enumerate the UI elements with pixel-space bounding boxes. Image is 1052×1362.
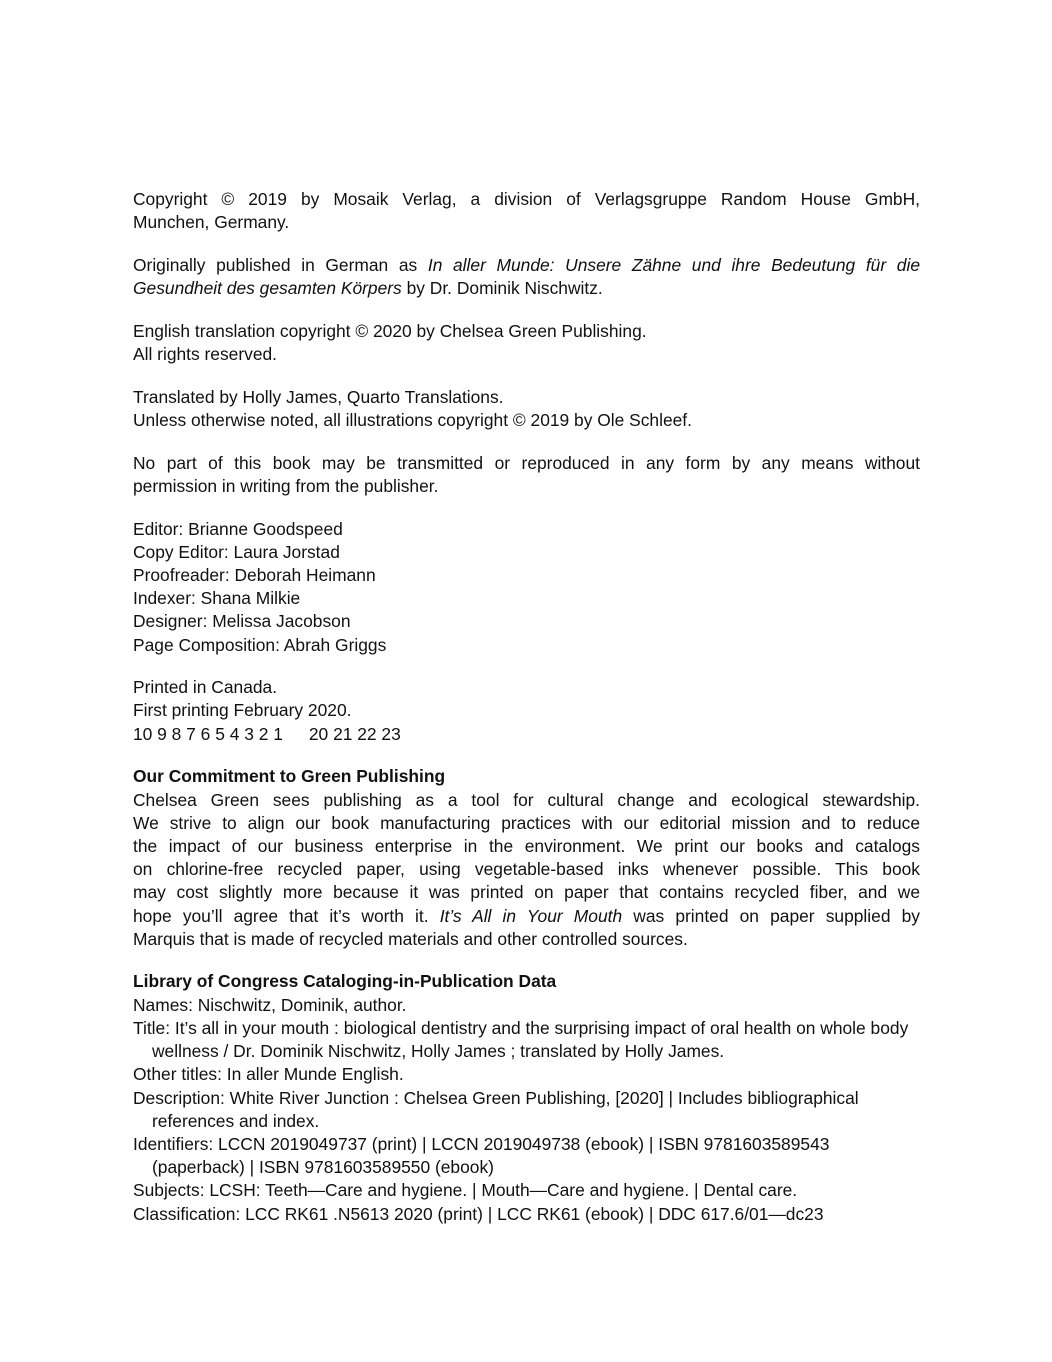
original-title-part-2: Gesundheit des gesamten Körpers xyxy=(133,278,402,299)
green-line-4: on chlorine-free recycled paper, using vegetable-based inks whenever possible. This book xyxy=(133,859,920,880)
translator-credit: Translated by Holly James, Quarto Translations. xyxy=(133,386,504,407)
printing-years: 20 21 22 23 xyxy=(308,723,401,744)
translation-credits xyxy=(133,386,920,432)
cip-classification: Classification: LCC RK61 .N5613 2020 (print) | LCC RK61 (ebook) | DDC 617.6/01—dc23 xyxy=(133,1203,824,1224)
original-line-1 xyxy=(133,254,920,277)
staff-editor: Editor: Brianne Goodspeed xyxy=(133,518,343,539)
translation-line-2: All rights reserved. xyxy=(133,344,278,365)
illustration-credit: Unless otherwise noted, all illustrations copyright © 2019 by Ole Schleef. xyxy=(133,409,692,430)
cip-names: Names: Nischwitz, Dominik, author. xyxy=(133,994,407,1015)
permission-line-2: permission in writing from the publisher. xyxy=(133,475,439,496)
translation-line-1: English translation copyright © 2020 by Chelsea Green Publishing. xyxy=(133,320,647,341)
green-line-3: the impact of our business enterprise in the environment. We print our books and catalogs xyxy=(133,835,920,856)
original-line-2 xyxy=(133,277,920,300)
staff-proofreader: Proofreader: Deborah Heimann xyxy=(133,564,376,585)
staff-indexer: Indexer: Shana Milkie xyxy=(133,588,301,609)
cip-subjects: Subjects: LCSH: Teeth—Care and hygiene. | Mouth—Care and hygiene. | Dental care. xyxy=(133,1180,798,1201)
staff-credits xyxy=(133,518,920,657)
green-line-6-prefix: hope you’ll agree that it’s worth it. xyxy=(133,905,440,926)
green-line-5: may cost slightly more because it was printed on paper that contains recycled fiber, and we xyxy=(133,882,920,903)
cip-description: Description: White River Junction : Chelsea Green Publishing, [2020] | Includes bibliographical references and index. xyxy=(133,1087,859,1131)
staff-designer: Designer: Melissa Jacobson xyxy=(133,611,351,632)
original-suffix: by Dr. Dominik Nischwitz. xyxy=(401,278,603,299)
green-line-2: We strive to align our book manufacturing practices with our editorial mission and to reduce xyxy=(133,812,920,833)
green-line-7: Marquis that is made of recycled materials and other controlled sources. xyxy=(133,928,688,949)
green-publishing-section xyxy=(133,765,920,951)
first-printing: First printing February 2020. xyxy=(133,700,352,721)
green-line-6 xyxy=(133,905,920,928)
permission-line-1: No part of this book may be transmitted or reproduced in any form by any means without xyxy=(133,452,920,473)
staff-copy-editor: Copy Editor: Laura Jorstad xyxy=(133,541,340,562)
book-title: It’s All in Your Mouth xyxy=(439,905,623,926)
impression-line: 10 9 8 7 6 5 4 3 2 1 xyxy=(133,723,283,744)
permission-notice xyxy=(133,452,920,498)
green-line-1: Chelsea Green sees publishing as a tool for cultural change and ecological stewardship. xyxy=(133,789,920,810)
translation-copyright xyxy=(133,320,920,366)
cip-title: Title: It’s all in your mouth : biological dentistry and the surprising impact of oral health on whole body wellness / Dr. Dominik Nischwitz, Holly James ; translated by Holly James. xyxy=(133,1017,909,1062)
copyright-page xyxy=(133,188,920,1245)
original-title-part-1: In aller Munde: Unsere Zähne und ihre Bedeutung für die xyxy=(427,254,920,275)
original-publication-note xyxy=(133,254,920,300)
printed-in: Printed in Canada. xyxy=(133,677,278,698)
cip-other-titles: Other titles: In aller Munde English. xyxy=(133,1064,404,1085)
green-publishing-heading: Our Commitment to Green Publishing xyxy=(133,766,446,787)
cip-heading: Library of Congress Cataloging-in-Publication Data xyxy=(133,971,557,992)
printing-info xyxy=(133,676,920,746)
copyright-notice xyxy=(133,188,920,234)
green-line-6-suffix: was printed on paper supplied by xyxy=(622,905,920,926)
copyright-line-2: Munchen, Germany. xyxy=(133,212,290,233)
original-prefix: Originally published in German as xyxy=(133,254,428,275)
cip-identifiers: Identifiers: LCCN 2019049737 (print) | LCCN 2019049738 (ebook) | ISBN 9781603589543 (paperback) | ISBN 9781603589550 (ebook) xyxy=(133,1133,830,1178)
copyright-line-1: Copyright © 2019 by Mosaik Verlag, a division of Verlagsgruppe Random House GmbH, xyxy=(133,189,920,209)
printing-numbers xyxy=(133,723,920,746)
cip-data-section xyxy=(133,970,920,1225)
staff-page-composition: Page Composition: Abrah Griggs xyxy=(133,634,387,655)
